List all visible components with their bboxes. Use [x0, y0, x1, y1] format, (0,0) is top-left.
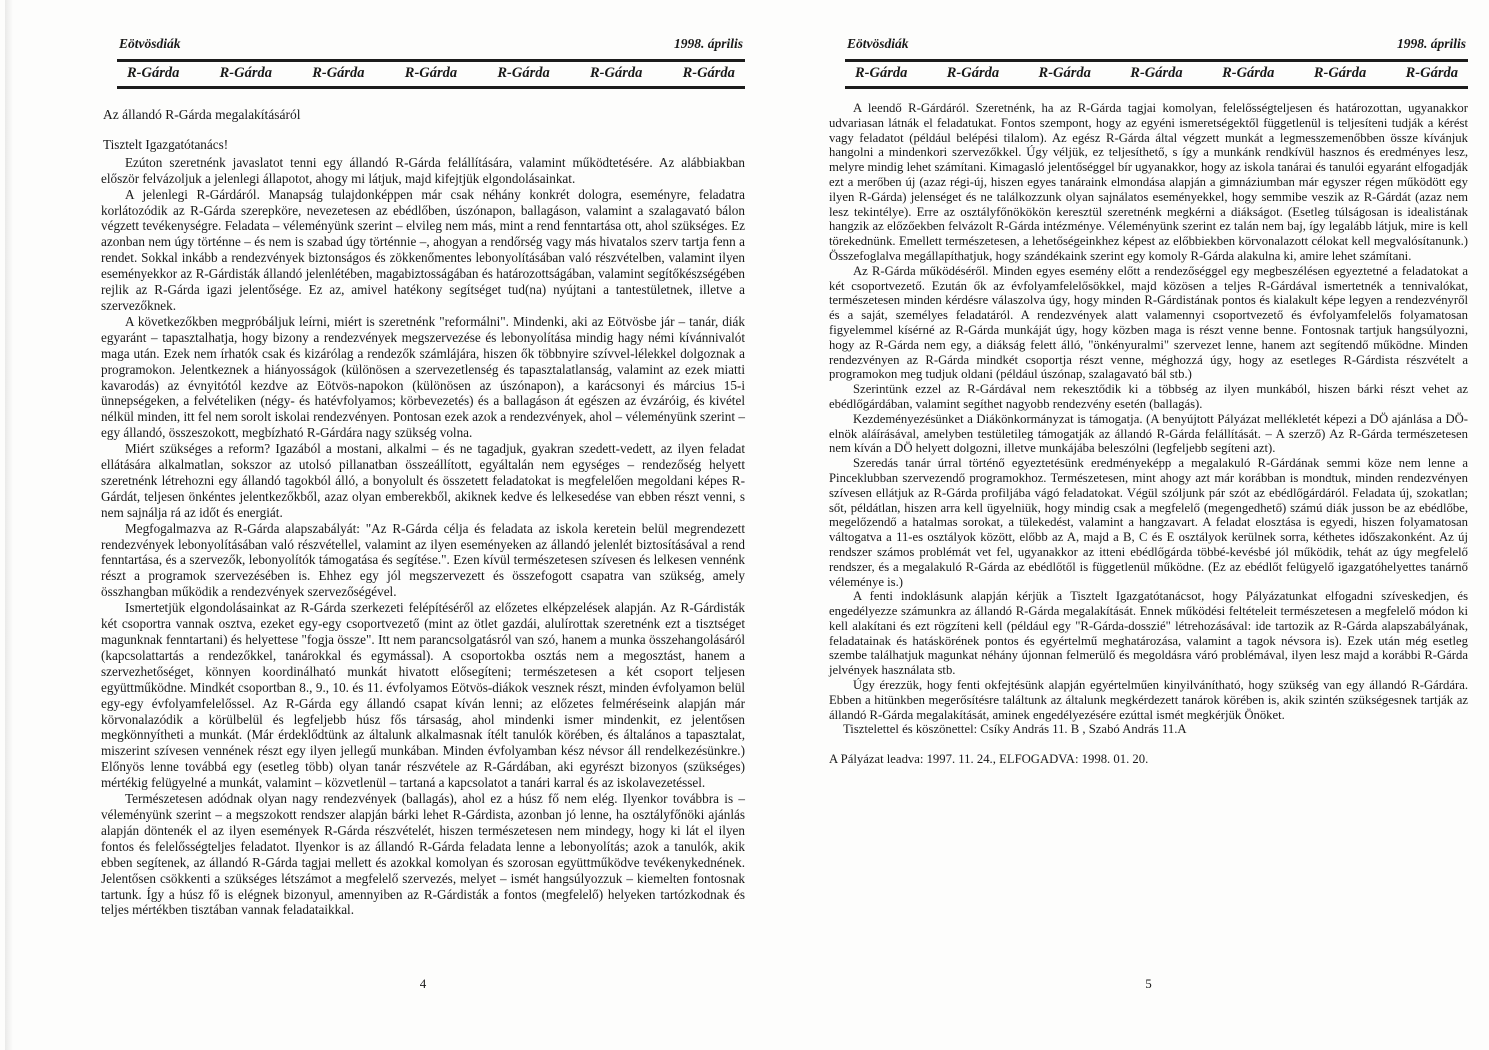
band-item: R-Gárda	[127, 65, 180, 81]
journal-title: Eötvösdiák	[847, 36, 909, 51]
signature-line: Tisztelettel és köszönettel: Csíky András 11. B , Szabó András 11.A	[843, 722, 1187, 737]
band-item: R-Gárda	[1130, 65, 1183, 81]
band-item: R-Gárda	[855, 65, 908, 81]
paragraph: A jelenlegi R-Gárdáról. Manapság tulajdonképpen már csak néhány konkrét dologra, eseményre, feladatra korlátozódik az R-Gárda szerepköre, nevezetesen az ebédlőben, úszónapon, ballagáson, valamint a szalagavató bálon végzett tevékenységre. Feladata – véleményünk szerint – elvileg nem más, mint a rend fenntartása ott, ahol szükséges. Ez azonban nem úgy történne – és nem is szabad úgy történnie –, ahogyan a rendőrség vagy más hivatalos szerv tartja fenn a rendet. Sokkal inkább a rendezvények biztonságos és zökkenőmentes lebonyolításában való részvételben, valamint ilyen eseményekkor az R-Gárdisták állandó jelenlétében, magabiztosságában és határozottságában, valamint segítőkészségében rejlik az R-Gárda igazi jelentősége. Ez az, amivel hatékony segítséget tud(na) nyújtani a tantestületnek, illetve a szervezőknek.	[101, 186, 745, 313]
paragraph: A fenti indoklásunk alapján kérjük a Tisztelt Igazgatótanácsot, hogy Pályázatunkat elfogadni szíveskedjen, és engedélyezze számunkra az állandó R-Gárda megalakítását. Ennek működési feltételeit természetesen a megfelelő módon ki kell alakítani és ezt rögzíteni kell (például egy "R-Gárda-dosszié" létrehozásával: ide tartozik az R-Gárda alapszabályának, feladatainak és hatáskörének pontos és egyértelmű meghatározása, valamint a tagok névsora is). Ezek után még esetleg szembe találhatjuk magunkat néhány újonnan felmerülő és megoldásra váró problémával, ilyen lesz majd a korábbi R-Gárda jelvények használata stb.	[829, 589, 1468, 678]
paragraph: Ismertetjük elgondolásainkat az R-Gárda szerkezeti felépítéséről az előzetes elképzelések alapján. Az R-Gárdisták két csoportra vannak osztva, ezeket egy-egy csoportvezető (mint az ötlet gazdái, alulírottak szeretnénk ezt a tisztséget magunknak fenntartani) és helyettese "fogja össze". Itt nem parancsolgatásról van szó, hanem a munka összehangolásáról (kapcsolattartás a rendezőkkel, tanárokkal és egymással). A csoportokba osztás nem a megosztást, hanem a szervezhetőséget, könnyen koordinálható munkát hivatott elősegíteni; természetesen a két csoport teljesen együttműködne. Mindkét csoportban 8., 9., 10. és 11. évfolyamos Eötvös-diákok vesznek részt, minden évfolyamon belül egy-egy évfolyamfelelőssel. Az R-Gárda egy állandó csapat kíván lenni; az előzetes felméréseink alapján már körvonalazódik a körülbelül és legfeljebb húsz fős társaság, ahol mindenki ismer mindenkit, ez jelentősen megkönnyítheti a munkát. (Már érdeklődtünk az általunk alkalmasnak ítélt tanulók körében, és általános a tapasztalat, miszerint szívesen vennének részt egy ilyen jellegű munkában. Minden évfolyamban kész névsor áll rendelkezésünkre.) Előnyös lenne továbbá egy (esetleg több) olyan tanár részvétele az R-Gárdában, aki egyrészt bizonyos (szükséges) mértékig felügyelné a munkát, valamint – közvetlenül – tartaná a kapcsolatot a tanári karral és az iskolavezetéssel.	[101, 600, 745, 791]
band-item: R-Gárda	[312, 65, 365, 81]
paragraph: A leendő R-Gárdáról. Szeretnénk, ha az R-Gárda tagjai komolyan, felelősségteljesen és határozottan, ugyanakkor udvariasan látnák el feladatukat. Fontos szempont, hogy az egyéni ismeretségektől függetlenül is teljesíteni tudják a kérést vagy feladatot (például belépési tilalom). Az egész R-Gárda által végzett munkát a legmesszemenőbben össze kívánjuk hangolni a mindenkori szervezőkkel. Úgy véljük, ez teljesíthető, s így a munkánk rendkívül hasznos és eredményes lesz, melyre mindig lehet számítani. Kimagasló jelentőséggel bír ugyanakkor, hogy az iskola tanárai és tanulói egyaránt elfogadják ezt a merőben új (azaz régi-új, hiszen egyes tanáraink elmondása alapján a gimnáziumban már egyszer régen működött egy ilyen R-Gárda) jelenséget és ne találkozzunk olyan sajnálatos eseményekkel, hogy semmibe veszik az R-Gárdát (azaz nem lesz tekintélye). Erre az osztályfőnökökön keresztül szeretnénk megkérni a diákságot. (Esetleg túlságosan is idealistának hangzik az előzőekben felvázolt R-Gárda intézménye. Véleményünk szerint ez talán nem baj, így legalább látjuk, mire is kell törekednünk. Emellett természetesen, a lehetőségeinkhez képest az előbbiekben körvonalazott célokat kell megvalósítanunk.) Összefoglalva megállapíthatjuk, hogy szándékaink szerint egy komoly R-Gárda alakulna ki, amire lehet számítani.	[829, 101, 1468, 263]
paragraph: Úgy érezzük, hogy fenti okfejtésünk alapján egyértelműen kinyilvánítható, hogy szükség van egy állandó R-Gárdára. Ebben a hitünkben megerősítésre találtunk az általunk megkérdezett tanárok körében is, akik szintén szükségesnek tartják az állandó R-Gárda megalakítását, aminek engedélyezésére ezúttal ismét megkérjük Önöket.	[829, 678, 1468, 722]
salutation: Tisztelt Igazgatótanács!	[103, 136, 229, 152]
band-item: R-Gárda	[589, 65, 643, 81]
paragraph: Kezdeményezésünket a Diákönkormányzat is támogatja. (A benyújtott Pályázat mellékletét képezi a DÖ ajánlása a DÖ-elnök aláírásával, amelyben testületileg támogatják az állandó R-Gárda felállítását. – A szerző) Az R-Gárda természetesen nem kíván a DÖ helyett dolgozni, illetve munkájába beleszólni (legfeljebb segíteni azt).	[829, 411, 1468, 456]
issue-date: 1998. április	[1396, 36, 1466, 51]
band-item: R-Gárda	[497, 65, 550, 81]
page-header-right	[829, 36, 1468, 52]
page-right	[829, 36, 1468, 1026]
band-item: R-Gárda	[219, 65, 272, 81]
band-item: R-Gárda	[946, 65, 1000, 81]
band-item: R-Gárda	[1313, 65, 1367, 81]
paragraph: Miért szükséges a reform? Igazából a mostani, alkalmi – és ne tagadjuk, gyakran szedett-vedett, az ilyen feladat ellátására alkalmatlan, sokszor az utolsó pillanatban összeállított, egyáltalán nem egységes – rendezőség helyett szeretnénk létrehozni egy állandó tagokból álló, a bonyolult és összetett feladatokat is megfelelően megoldani képes R-Gárdát, teljesen önkéntes jelentkezőkből, azaz olyan emberekből, akiknek kedve és lelkesedése van ebben részt venni, s nem sajnálja rá az időt és energiát.	[101, 441, 745, 520]
band-item: R-Gárda	[1222, 65, 1275, 81]
article-body-left	[101, 107, 745, 918]
scan-edge-artifact	[5, 0, 13, 1050]
band-item: R-Gárda	[1038, 65, 1091, 81]
paragraph: Ezúton szeretnénk javaslatot tenni egy állandó R-Gárda felállítására, valamint működtetésére. Az alábbiakban először felvázoljuk a jelenlegi állapotot, ahogy mi látjuk, majd kifejtjük elgondolásainkat.	[101, 154, 745, 186]
r-garda-band	[117, 59, 745, 89]
band-item: R-Gárda	[404, 65, 458, 81]
page-number: 5	[1145, 976, 1152, 991]
page-left	[101, 36, 745, 1026]
page-header-left	[101, 36, 745, 52]
paragraph: A következőkben megpróbáljuk leírni, miért is szeretnénk "reformálni". Mindenki, aki az Eötvösbe jár – tanár, diák egyaránt – tapasztalhatja, hogy bizony a rendezvények megszervezése és lebonyolítása mindig hagy némi kívánnivalót maga után. Ezek nem írhatók csak és kizárólag a rendezők számlájára, hiszen ők többnyire szívvel-lélekkel dolgoznak a programokon. Jelentkeznek a hiányosságok (különösen a szervezetlenség és tapasztalatlanság, valamint az ezek miatti kavarodás) az évnyitótól kezdve az Eötvös-napokon (különösen az úszónapon), a karácsonyi és március 15-i ünnepségeken, a felvételiken (négy- és hatévfolyamos; körbevezetés) és a ballagáson át egészen az évzáróig, és kivétel nélkül minden, itt fel nem sorolt iskolai rendezvényen. Pontosan ezek azok a rendezvények, ahol – véleményünk szerint – egy állandó, összeszokott, megbízható R-Gárdára nagy szükség volna.	[101, 313, 745, 441]
paragraph: Szerintünk ezzel az R-Gárdával nem rekesztődik ki a többség az ilyen munkából, hiszen bárki részt vehet az ebédlőgárdában, valamint segíthet nagyobb rendezvény esetén (ballagás).	[829, 382, 1468, 411]
journal-title: Eötvösdiák	[119, 36, 181, 51]
band-item: R-Gárda	[1405, 65, 1458, 81]
article-title: Az állandó R-Gárda megalakításáról	[103, 107, 301, 122]
paragraph: Megfogalmazva az R-Gárda alapszabályát: "Az R-Gárda célja és feladata az iskola keretein belül megrendezett rendezvények lebonyolításában való részvétellel, valamint az ilyen eseményeken az állandó jelenlét biztosításával a rend fenntartása, és a szervezők, lebonyolítók támogatása és segítése.". Ezen kívül természetesen szívesen és lelkesen vennénk részt a programok szervezésében is. Ehhez egy jól megszervezett és összefogott csapatra van szükség, amely összhangban működik a rendezvények szervezőségével.	[101, 520, 745, 600]
page-number: 4	[419, 976, 427, 991]
paragraph: Az R-Gárda működéséről. Minden egyes esemény előtt a rendezőséggel egy megbeszélésen egyeztetné a feladatokat a két csoportvezető. Ezután ők az évfolyamfelelősökkel, majd közösen a teljes R-Gárdával ismertetnék a tennivalókat, természetesen minden kérdésre válaszolva úgy, hogy minden R-Gárdistának pontos és kialakult képe legyen a rendezvényről és a saját, személyes feladatáról. A rendezvények alatt valamennyi csoportvezető és évfolyamfelelős folyamatosan figyelemmel kísérné az R-Gárda munkáját úgy, hogy közben maga is részt venne benne. Fontosnak tartjuk hangsúlyozni, hogy az R-Gárda nem egy, a diákság felett álló, "önkényuralmi" szervezet lenne, hanem azt segítendő működne. Minden rendezvényen az R-Gárda mindkét csoportja részt venne, méghozzá úgy, hogy az esetleges R-Gárdista részvételt a programokon meg tudjuk oldani (például úszónap, szalagavató bál stb.)	[829, 263, 1468, 382]
r-garda-band	[845, 59, 1468, 89]
band-item: R-Gárda	[682, 65, 735, 81]
submission-note: A Pályázat leadva: 1997. 11. 24., ELFOGADVA: 1998. 01. 20.	[829, 752, 1149, 767]
issue-date: 1998. április	[673, 36, 743, 51]
article-body-right	[829, 101, 1468, 767]
paragraph: Szeredás tanár úrral történő egyeztetésünk eredményeképp a megalakuló R-Gárdának semmi köze nem lenne a Pinceklubban szervezendő programokhoz. Természetesen, mint ahogy azt már korábban is mondtuk, minden rendezvényen szívesen ellátjuk az R-Gárda profiljába vágó feladatokat. Végül szóljunk pár szót az ebédlőgárdáról. Feladata új, szokatlan; sőt, példátlan, hiszen arra kell ügyelniük, hogy mindig csak a megfelelő (megengedhető) számú diák jusson be az ebédlőbe, megelőzendő a hatalmas sorokat, a tülekedést, valamint a hangzavart. A feladat elosztása is egyedi, hiszen folyamatosan váltogatva a 11-es osztályok között, előbb az A, majd a B, C és E osztályok kerülnek sorra, kéthetes időszakonként. Az új rendszer számos problémát vet fel, ugyanakkor az itteni ebédlőgárda többé-kevésbé jól működik, tehát az úgy megfelelő rendszer, és a megalakuló R-Gárda az ebédlőtől is függetlenül működne. (Ez az ebédlőt felügyelő igazgatóhelyettes tanárnő véleménye is.)	[829, 456, 1468, 589]
paragraph: Természetesen adódnak olyan nagy rendezvények (ballagás), ahol ez a húsz fő nem elég. Ilyenkor továbbra is – véleményünk szerint – a megszokott rendszer alapján bárki lehet R-Gárdista, azonban jó lenne, ha osztályfőnöki ajánlás alapján döntenék el az ilyen események R-Gárda részvételét, hiszen természetesen nem mindegy, hogy ki lát el ilyen fontos és felelősségteljes feladatot. Ilyenkor is az állandó R-Gárda feladata lenne a lebonyolítás; azok a tanulók, akik ebben segítenek, az állandó R-Gárda tagjai mellett és azokkal komolyan és szorosan együttműködve tevékenykednének. Jelentősen csökkenti a szükséges létszámot a megfelelő szervezés, melyet – ismét hangsúlyozzuk – kiemelten fontosnak tartunk. Így a húsz fő is elégnek bizonyul, amennyiben az R-Gárdisták a fontos (megfelelő) helyeken tartózkodnak és teljes mértékben tisztában vannak feladataikkal.	[101, 791, 745, 918]
